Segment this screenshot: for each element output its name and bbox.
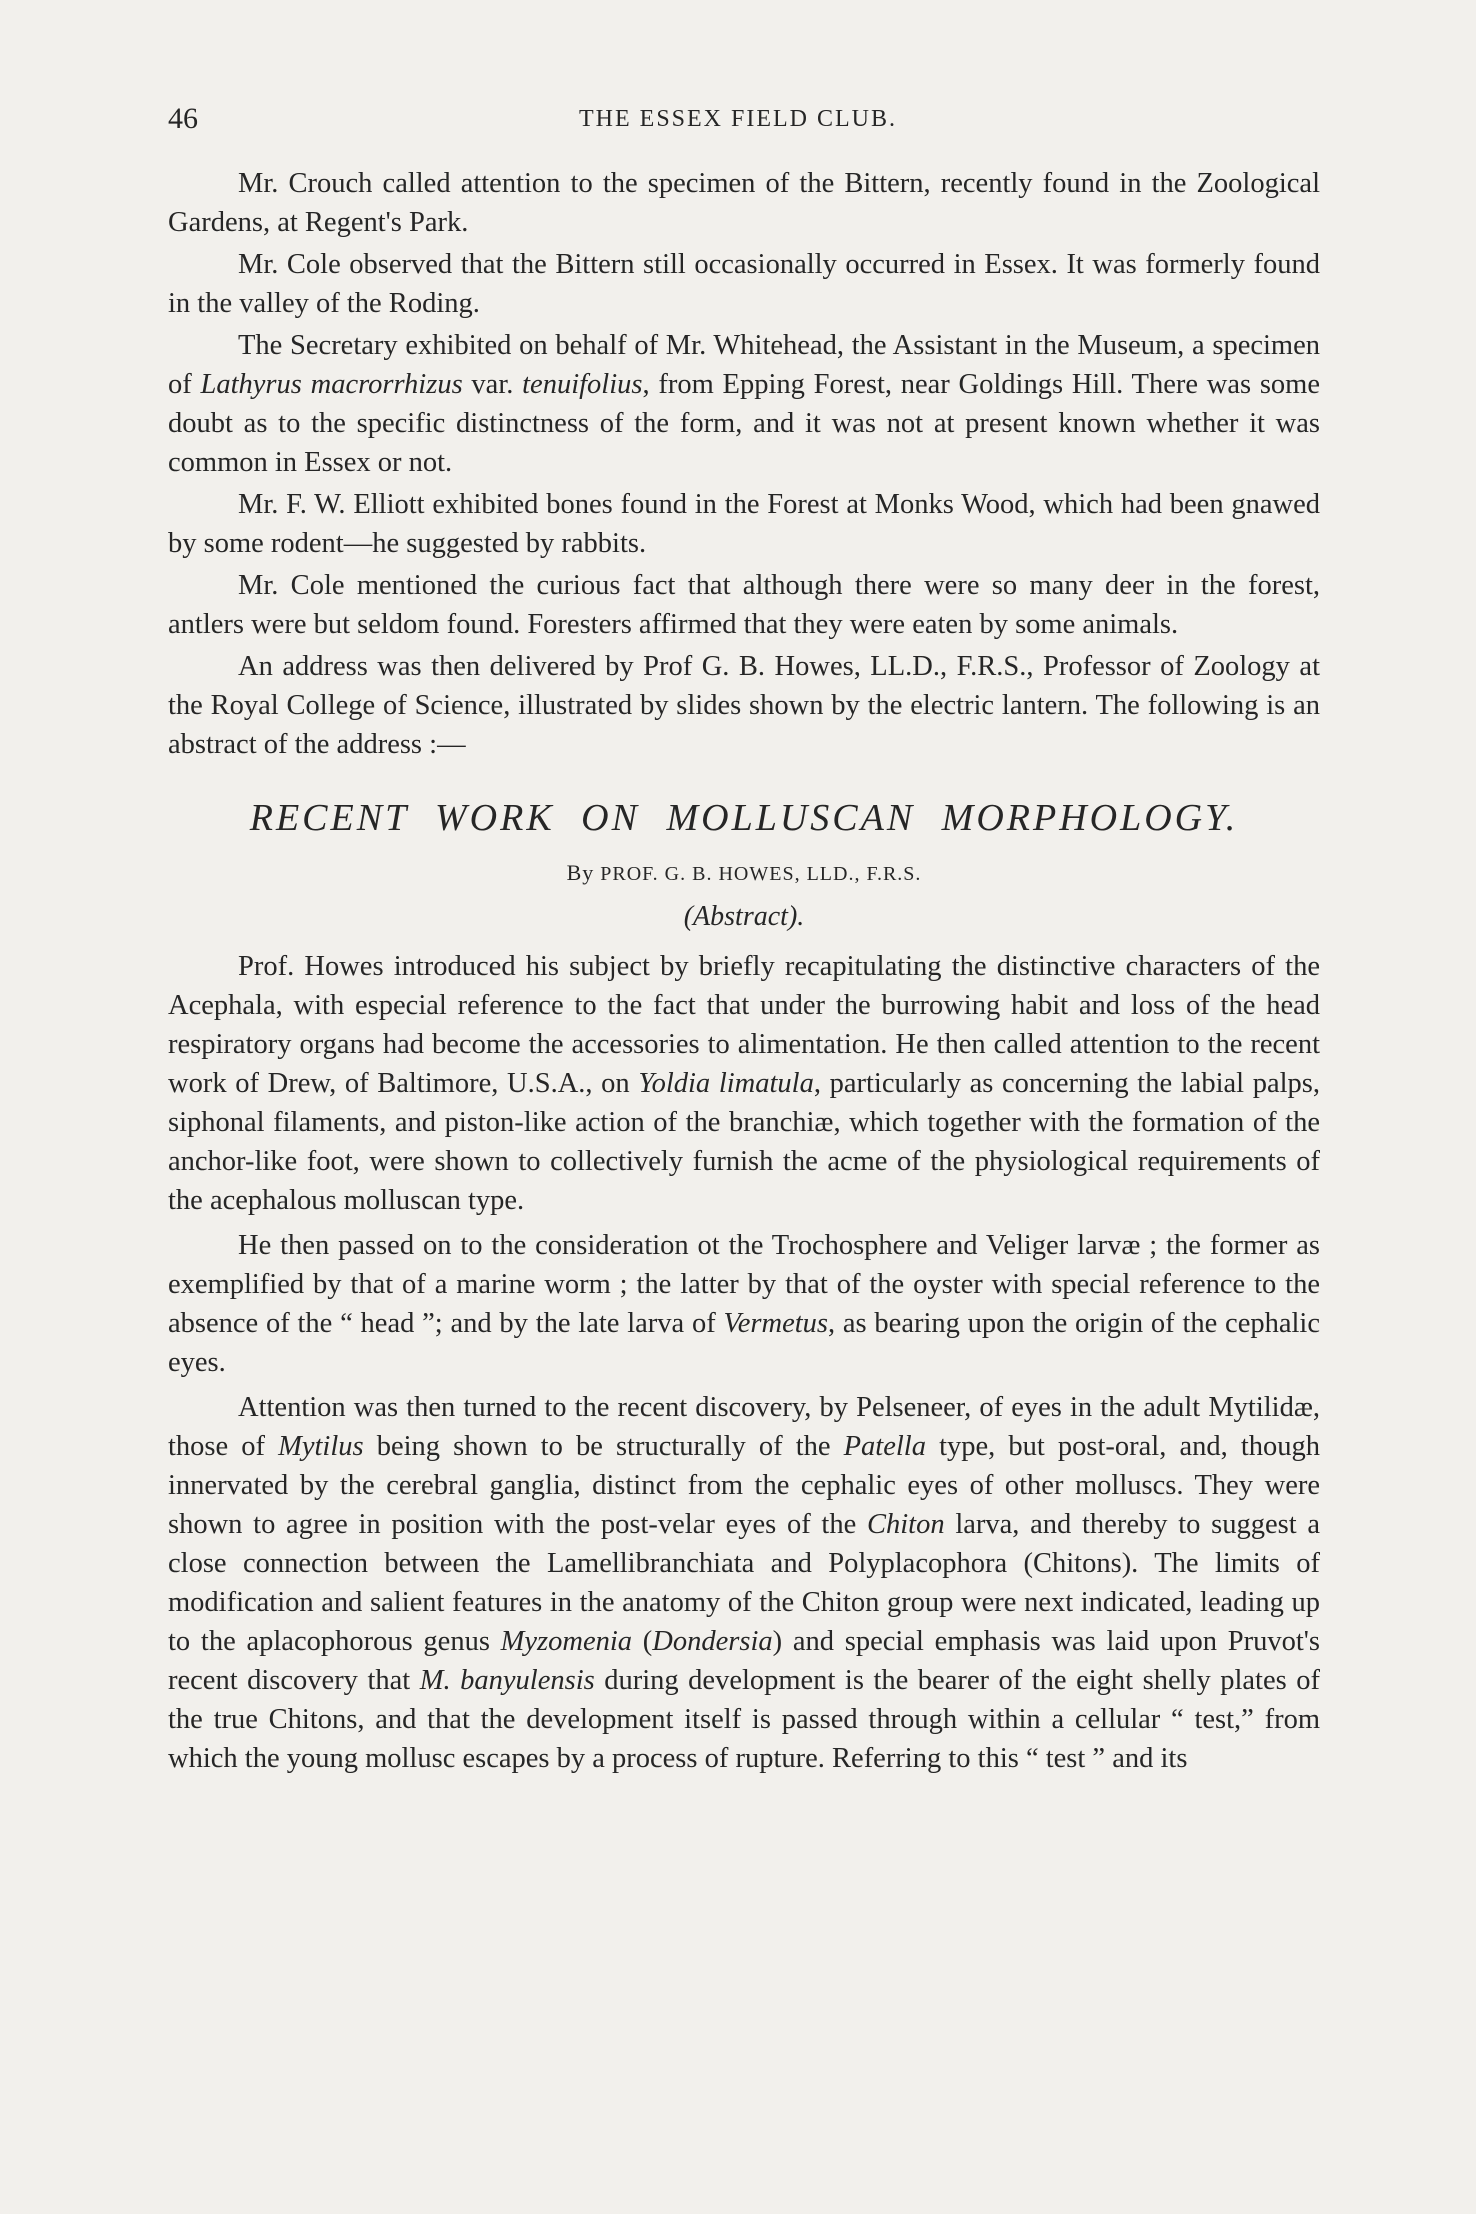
paragraph — [168, 1388, 1320, 1778]
paragraph — [168, 485, 1320, 563]
text-run: An address was then delivered by Prof G. B. Howes, LL.D., F.R.S., Professor of Zoology at the Royal College of Science, illustrated by slides shown by the electric lantern. The following is an abstract of the address :— — [168, 651, 1320, 760]
article-paragraphs — [168, 947, 1320, 1778]
byline-name: PROF. G. B. HOWES, LLD., F.R.S. — [600, 863, 922, 885]
text-run: var. — [462, 369, 523, 400]
text-run: ) and special emphasis was laid upon Pruvot's recent discovery that — [168, 1626, 1320, 1696]
paragraph — [168, 245, 1320, 323]
text-run: being shown to be structurally of the — [363, 1431, 844, 1462]
abstract-label: (Abstract). — [683, 901, 805, 932]
italic-term: Vermetus — [723, 1308, 828, 1339]
text-run: Prof. Howes introduced his subject by briefly recapitulating the distinctive characters of the Acephala, with especial reference to the fact that under the burrowing habit and loss of the head respiratory organs had become the accessories to alimentation. He then called attention to the recent work of Drew, of Baltimore, U.S.A., on — [168, 951, 1320, 1099]
italic-term: Patella — [843, 1431, 926, 1462]
text-run: during development is the bearer of the eight shelly plates of the true Chitons, and that the development itself is passed through within a cellular “ test,” from which the young mollusc escapes by a process of rupture. Referring to this “ test ” and its — [168, 1665, 1320, 1774]
italic-term: Myzomenia — [500, 1626, 633, 1657]
italic-term: tenuifolius — [522, 369, 643, 400]
text-run: , from Epping Forest, near Goldings Hill. There was some doubt as to the specific distinctness of the form, and it was not at present known whether it was common in Essex or not. — [168, 369, 1320, 478]
body-text — [168, 164, 1320, 1778]
text-run: Mr. Cole mentioned the curious fact that although there were so many deer in the forest, antlers were but seldom found. Foresters affirmed that they were eaten by some animals. — [168, 570, 1320, 640]
italic-term: Mytilus — [278, 1431, 364, 1462]
text-run: Mr. Crouch called attention to the specimen of the Bittern, recently found in the Zoological Gardens, at Regent's Park. — [168, 168, 1320, 238]
paragraph — [168, 647, 1320, 764]
italic-term: Dondersia — [652, 1626, 773, 1657]
article-title: RECENT WORK ON MOLLUSCAN MORPHOLOGY. — [249, 797, 1239, 839]
text-run: larva, and thereby to suggest a close connection between the Lamellibranchiata and Polyplacophora (Chitons). The limits of modification and salient features in the anatomy of the Chiton group were next indicated, leading up to the aplacophorous genus — [168, 1509, 1320, 1657]
byline — [168, 858, 1320, 889]
text-run: Attention was then turned to the recent discovery, by Pelseneer, of eyes in the adult Mytilidæ, those of — [168, 1392, 1320, 1462]
proceedings-paragraphs — [168, 164, 1320, 764]
text-run: ( — [632, 1626, 653, 1657]
text-run: type, but post-oral, and, though innervated by the cerebral ganglia, distinct from the cephalic eyes of other molluscs. They were shown to agree in position with the post-velar eyes of the — [168, 1431, 1320, 1540]
text-run: , as bearing upon the origin of the cephalic eyes. — [168, 1308, 1320, 1378]
italic-term: Chiton — [866, 1509, 945, 1540]
text-run: , particularly as concerning the labial palps, siphonal filaments, and piston-like action of the branchiæ, which together with the formation of the anchor-like foot, were shown to collectively furnish the acme of the physiological requirements of the acephalous molluscan type. — [168, 1068, 1320, 1216]
byline-by: By — [566, 860, 595, 885]
paragraph — [168, 566, 1320, 644]
page-header — [168, 102, 1308, 142]
text-run: Mr. F. W. Elliott exhibited bones found in the Forest at Monks Wood, which had been gnawed by some rodent—he suggested by rabbits. — [168, 489, 1320, 559]
text-run: Mr. Cole observed that the Bittern still occasionally occurred in Essex. It was formerly found in the valley of the Roding. — [168, 249, 1320, 319]
italic-term: Yoldia limatula — [638, 1068, 814, 1099]
text-run: He then passed on to the consideration ot the Trochosphere and Veliger larvæ ; the former as exemplified by that of a marine worm ; the latter by that of the oyster with special reference to the absence of the “ head ”; and by the late larva of — [168, 1230, 1320, 1339]
paragraph — [168, 1226, 1320, 1382]
paragraph — [168, 947, 1320, 1220]
paragraph — [168, 164, 1320, 242]
paragraph — [168, 326, 1320, 482]
page-number: 46 — [168, 102, 198, 135]
italic-term: M. banyulensis — [419, 1665, 595, 1696]
text-run: The Secretary exhibited on behalf of Mr. Whitehead, the Assistant in the Museum, a specimen of — [168, 330, 1320, 400]
running-head: THE ESSEX FIELD CLUB. — [579, 106, 897, 132]
italic-term: Lathyrus macrorrhizus — [200, 369, 463, 400]
